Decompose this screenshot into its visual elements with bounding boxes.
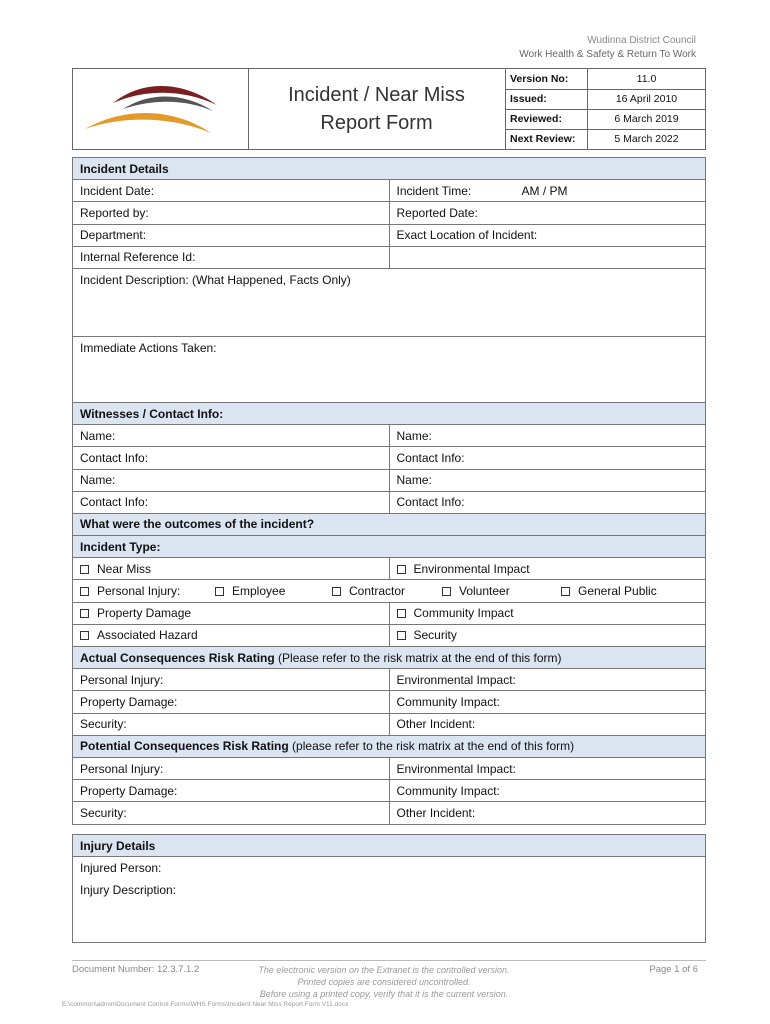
location-field[interactable]: Exact Location of Incident: <box>389 224 706 246</box>
personal-injury-options-right <box>389 580 706 602</box>
council-logo <box>73 69 249 149</box>
checkbox-icon[interactable] <box>215 587 224 596</box>
actual-personal-injury-field[interactable]: Personal Injury: <box>73 669 390 691</box>
council-department: Work Health & Safety & Return To Work <box>519 49 696 60</box>
next-review-value: 5 March 2022 <box>588 129 706 149</box>
checkbox-icon[interactable] <box>80 565 89 574</box>
personal-injury-option[interactable] <box>73 580 406 602</box>
internal-reference-blank[interactable] <box>389 246 706 268</box>
contractor-label: Contractor <box>349 584 406 599</box>
general-public-option[interactable] <box>561 580 657 602</box>
checkbox-icon[interactable] <box>80 609 89 618</box>
incident-form-table <box>72 157 706 825</box>
potential-risk-heading <box>73 735 706 757</box>
next-review-label: Next Review: <box>506 129 588 149</box>
environmental-option[interactable] <box>389 558 706 580</box>
actual-property-damage-field[interactable]: Property Damage: <box>73 691 390 713</box>
community-label: Community Impact <box>413 606 514 621</box>
environmental-label: Environmental Impact <box>413 561 530 576</box>
incident-description-field[interactable]: Incident Description: (What Happened, Facts Only) <box>73 268 706 336</box>
reviewed-value: 6 March 2019 <box>588 109 706 129</box>
volunteer-option[interactable] <box>442 580 510 602</box>
witness1-contact-field[interactable]: Contact Info: <box>73 447 390 469</box>
witness3-contact-field[interactable]: Contact Info: <box>73 491 390 513</box>
potential-personal-injury-field[interactable]: Personal Injury: <box>73 757 390 779</box>
reported-by-field[interactable]: Reported by: <box>73 202 390 224</box>
notice-line2: Printed copies are considered uncontrolled. <box>297 977 471 987</box>
version-table <box>505 69 705 149</box>
checkbox-icon[interactable] <box>397 565 406 574</box>
issued-label: Issued: <box>506 89 588 109</box>
notice-line3: Before using a printed copy, verify that it is the current version. <box>259 989 509 999</box>
logo-swoosh-icon <box>73 69 249 149</box>
form-title-line2: Report Form <box>320 112 433 134</box>
form-title-line1: Incident / Near Miss <box>288 84 465 106</box>
security-option[interactable] <box>389 624 706 646</box>
potential-risk-heading-bold: Potential Consequences Risk Rating <box>80 739 289 754</box>
actual-environmental-field[interactable]: Environmental Impact: <box>389 669 706 691</box>
potential-environmental-field[interactable]: Environmental Impact: <box>389 757 706 779</box>
immediate-actions-field[interactable]: Immediate Actions Taken: <box>73 336 706 402</box>
injury-details-table <box>72 834 706 943</box>
witnesses-heading: Witnesses / Contact Info: <box>73 402 706 424</box>
potential-property-damage-field[interactable]: Property Damage: <box>73 780 390 802</box>
associated-hazard-option[interactable] <box>73 624 390 646</box>
property-damage-label: Property Damage <box>97 606 192 621</box>
injured-person-field[interactable]: Injured Person: <box>73 857 706 879</box>
issued-value: 16 April 2010 <box>588 89 706 109</box>
checkbox-icon[interactable] <box>397 609 406 618</box>
page-number: Page 1 of 6 <box>649 964 698 975</box>
checkbox-icon[interactable] <box>80 587 89 596</box>
controlled-copy-notice <box>214 964 554 1000</box>
actual-risk-heading-note: (Please refer to the risk matrix at the end of this form) <box>274 650 562 665</box>
witness2-name-field[interactable]: Name: <box>389 425 706 447</box>
witness3-name-field[interactable]: Name: <box>73 469 390 491</box>
actual-other-field[interactable]: Other Incident: <box>389 713 706 735</box>
employee-option[interactable] <box>215 580 285 602</box>
associated-hazard-label: Associated Hazard <box>97 628 198 643</box>
near-miss-option[interactable] <box>73 558 390 580</box>
actual-risk-heading <box>73 647 706 669</box>
incident-date-field[interactable]: Incident Date: <box>73 180 390 202</box>
witness4-contact-field[interactable]: Contact Info: <box>389 491 706 513</box>
actual-risk-heading-bold: Actual Consequences Risk Rating <box>80 650 275 665</box>
actual-security-field[interactable]: Security: <box>73 713 390 735</box>
checkbox-icon[interactable] <box>332 587 341 596</box>
potential-community-field[interactable]: Community Impact: <box>389 780 706 802</box>
community-option[interactable] <box>389 602 706 624</box>
incident-time-field[interactable] <box>389 180 706 202</box>
security-label: Security <box>413 628 457 643</box>
document-number: Document Number: 12.3.7.1.2 <box>72 964 200 975</box>
injury-description-field[interactable]: Injury Description: <box>73 879 706 943</box>
notice-line1: The electronic version on the Extranet is the controlled version. <box>258 965 510 975</box>
injury-details-heading: Injury Details <box>73 835 706 857</box>
incident-time-label: Incident Time: <box>396 183 472 198</box>
actual-community-field[interactable]: Community Impact: <box>389 691 706 713</box>
witness2-contact-field[interactable]: Contact Info: <box>389 447 706 469</box>
employee-label: Employee <box>232 584 286 599</box>
incident-type-heading: Incident Type: <box>73 536 706 558</box>
document-header <box>72 68 706 150</box>
form-title <box>250 69 503 149</box>
department-field[interactable]: Department: <box>73 224 390 246</box>
version-label: Version No: <box>506 69 588 89</box>
internal-reference-field[interactable]: Internal Reference Id: <box>73 246 390 268</box>
volunteer-label: Volunteer <box>459 584 510 599</box>
reported-date-field[interactable]: Reported Date: <box>389 202 706 224</box>
general-public-label: General Public <box>578 584 657 599</box>
checkbox-icon[interactable] <box>80 631 89 640</box>
version-value: 11.0 <box>588 69 706 89</box>
potential-risk-heading-note: (please refer to the risk matrix at the end of this form) <box>288 739 575 754</box>
council-name: Wudinna District Council <box>587 35 696 46</box>
property-damage-option[interactable] <box>73 602 390 624</box>
outcomes-heading: What were the outcomes of the incident? <box>73 513 706 535</box>
near-miss-label: Near Miss <box>97 561 152 576</box>
checkbox-icon[interactable] <box>397 631 406 640</box>
incident-details-heading: Incident Details <box>73 158 706 180</box>
checkbox-icon[interactable] <box>442 587 451 596</box>
checkbox-icon[interactable] <box>561 587 570 596</box>
potential-other-field[interactable]: Other Incident: <box>389 802 706 824</box>
witness4-name-field[interactable]: Name: <box>389 469 706 491</box>
footer-divider <box>72 960 706 961</box>
council-header <box>519 34 696 62</box>
witness1-name-field[interactable]: Name: <box>73 425 390 447</box>
file-path: E:\common\admin\Document Control Forms\WHS Forms\Incident Near Miss Report Form V11.docx <box>62 1001 349 1008</box>
potential-security-field[interactable]: Security: <box>73 802 390 824</box>
am-pm-label: AM / PM <box>521 184 568 199</box>
reviewed-label: Reviewed: <box>506 109 588 129</box>
personal-injury-label: Personal Injury: <box>97 584 181 599</box>
